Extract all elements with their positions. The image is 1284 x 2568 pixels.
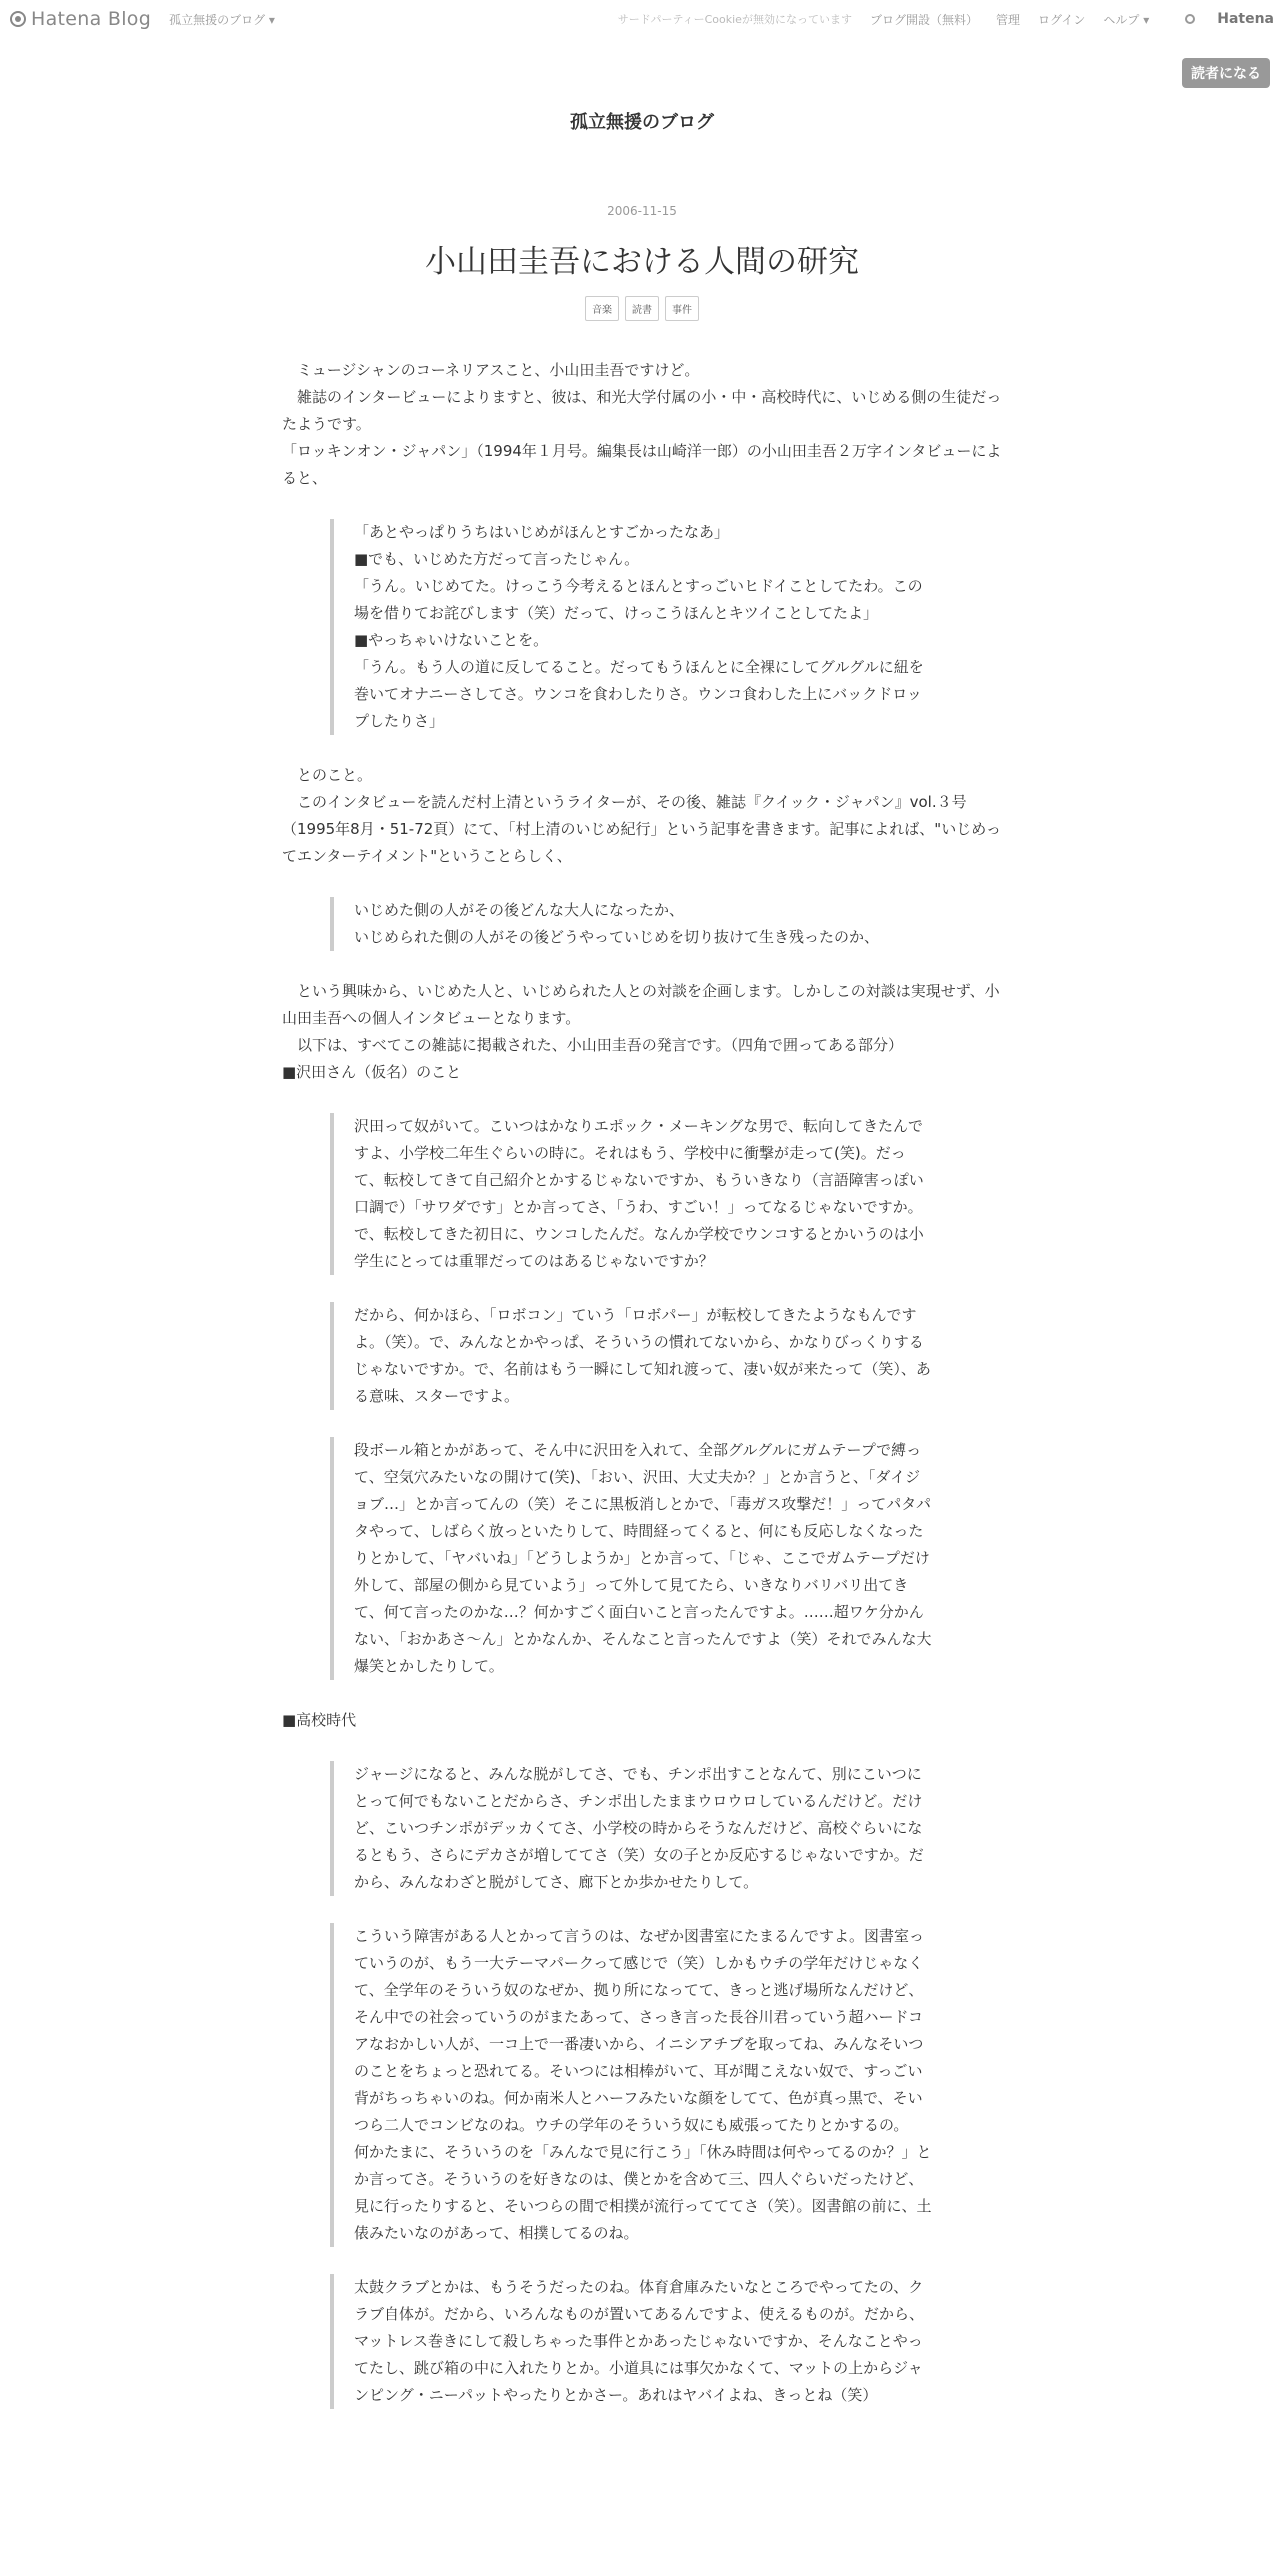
paragraph: 以下は、すべてこの雑誌に掲載された、小山田圭吾の発言です。（四角で囲ってある部分） [282,1036,904,1054]
logo-text: Hatena Blog [31,8,152,30]
hatena-blog-logo[interactable] [10,8,151,30]
hatena-brand-link[interactable] [1167,11,1274,27]
quote-text: だから、何かほら、「ロボコン」ていう「ロボパー」が転校してきたようなもんですよ。（笑）。で、みんなとかやっぱ、そういうの慣れてないから、かなりびっくりするじゃないですか。で、名前はもう一瞬にして知れ渡って、凄い奴が来たって（笑）、ある意味、スターですよ。 [354,1306,931,1405]
global-header [0,0,1284,38]
blockquote [330,1302,934,1410]
quote-line: いじめられた側の人がその後どうやっていじめを切り抜けて生き残ったのか、 [354,928,880,946]
paragraph: ミュージシャンのコーネリアスこと、小山田圭吾ですけど。 [282,361,700,379]
category-incident[interactable]: 事件 [665,296,699,321]
quote-line: ■でも、いじめた方だって言ったじゃん。 [354,550,640,568]
blockquote [330,1761,934,1896]
quote-text: ジャージになると、みんな脱がしてさ、でも、チンポ出すことなんて、別にこいつにとって何でもないことだからさ、チンポ出したままウロウロしているんだけど。だけど、こいつチンポがデッカくてさ、小学校の時からそうなんだけど、高校ぐらいになるともう、さらにデカさが増しててさ（笑）女の子とか反応するじゃないですか。だから、みんなわざと脱がしてさ、廊下とか歩かせたりして。 [354,1765,924,1891]
entry-date[interactable]: 2006-11-15 [607,204,677,218]
quote-text: 段ボール箱とかがあって、そん中に沢田を入れて、全部グルグルにガムテープで縛って、空気穴みたいなの開けて(笑)、「おい、沢田、大丈夫か？」とか言うと、「ダイジョブ…」とか言ってんの（笑）そこに黒板消しとかで、「毒ガス攻撃だ！」ってパタパタやって、しばらく放っといたりして、時間経ってくると、何にも反応しなくなったりとかして、「ヤバいね」「どうしようか」とか言って、「じゃ、ここでガムテープだけ外して、部屋の側から見ていよう」って外して見てたら、いきなりバリバリ出てきて、何て言ったのかな…？何かすごく面白いこと言ったんですよ。……超ワケ分かんない、「おかあさ〜ん」とかなんか、そんなこと言ったんですよ（笑）それでみんな大爆笑とかしたりして。 [354,1441,932,1675]
cookie-notice[interactable]: サードパーティーCookieが無効になっています [617,13,852,26]
blockquote [330,1113,934,1275]
quote-line: 「うん。いじめてた。けっこう今考えるとほんとすっごいヒドイことしてたわ。この場を借りてお詫びします（笑）だって、けっこうほんとキツイことしてたよ」 [354,577,923,622]
login-link[interactable]: ログイン [1037,12,1086,27]
category-music[interactable]: 音楽 [585,296,619,321]
blog-menu[interactable]: 孤立無援のブログ ▾ [169,12,275,27]
entry-title[interactable]: 小山田圭吾における人間の研究 [425,244,859,280]
help-menu[interactable]: ヘルプ ▾ [1103,12,1150,27]
quote-text: 太鼓クラブとかは、もうそうだったのね。体育倉庫みたいなところでやってたの、クラブ自体が。だから、いろんなものが置いてあるんですよ、使えるものが。だから、マットレス巻きにして殺しちゃった事件とかあったじゃないですか、そんなことやってたし、跳び箱の中に入れたりとか。小道具には事欠かなくて、マットの上からジャンピング・ニーパットやったりとかさー。あれはヤバイよね、きっとね（笑） [354,2278,925,2404]
blockquote [330,1923,934,2247]
quote-line: 「うん。もう人の道に反してること。だってもうほんとに全裸にしてグルグルに紐を巻いてオナニーさしてさ。ウンコを食わしたりさ。ウンコ食わした上にバックドロップしたりさ」 [354,658,924,730]
header-right-menu [600,11,1284,28]
admin-link[interactable]: 管理 [995,12,1020,27]
blog-title[interactable]: 孤立無援のブログ [570,112,714,133]
entry-categories [0,296,1284,321]
paragraph: とのこと。 [282,766,373,784]
section-heading: ■沢田さん（仮名）のこと [282,1063,462,1081]
quote-line: 「あとやっぱりうちはいじめがほんとすごかったなあ」 [354,523,730,541]
quote-line: ■やっちゃいけないことを。 [354,631,549,649]
paragraph: このインタビューを読んだ村上清というライターが、その後、雑誌『クイック・ジャパン』vol.３号（1995年8月・51-72頁）にて、「村上清のいじめ紀行」という記事を書きます。記事によれば、"いじめってエンターテイメント"ということらしく、 [282,793,1002,865]
category-reading[interactable]: 読書 [625,296,659,321]
open-blog-link[interactable]: ブログ開設（無料） [869,12,978,27]
blockquote [330,897,934,951]
subscribe-button[interactable]: 読者になる [1182,58,1270,88]
hatena-mark-icon [1185,14,1195,24]
hatena-logo-icon [10,11,26,27]
paragraph: 雑誌のインタービューによりますと、彼は、和光大学付属の小・中・高校時代に、いじめる側の生徒だったようです。 [282,388,1002,433]
blockquote [330,1437,934,1680]
blockquote [330,519,934,735]
section-heading: ■高校時代 [282,1711,357,1729]
quote-text: 沢田って奴がいて。こいつはかなりエポック・メーキングな男で、転向してきたんですよ、小学校二年生ぐらいの時に。それはもう、学校中に衝撃が走って(笑)。だって、転校してきて自己紹介とかするじゃないですか、もういきなり（言語障害っぽい口調で）「サワダです」とか言ってさ、「うわ、すごい！」ってなるじゃないですか。で、転校してきた初日に、ウンコしたんだ。なんか学校でウンコするとかいうのは小学生にとっては重罪だってのはあるじゃないですか？ [354,1117,924,1270]
quote-text: こういう障害がある人とかって言うのは、なぜか図書室にたまるんですよ。図書室っていうのが、もう一大テーマパークって感じで（笑）しかもウチの学年だけじゃなくて、全学年のそういう奴のなぜか、拠り所になってて、きっと逃げ場所なんだけど、そん中での社会っていうのがまたあって、さっき言った長谷川君っていう超ハードコアなおかしい人が、一コ上で一番凄いから、イニシアチブを取ってね、みんなそいつのことをちょっと恐れてる。そいつには相棒がいて、耳が聞こえない奴で、すっごい背がちっちゃいのね。何か南米人とハーフみたいな顔をしてて、色が真っ黒で、そいつら二人でコンビなのね。ウチの学年のそういう奴にも威張ってたりとかするの。 [354,1927,925,2134]
brand-text: Hatena [1217,11,1274,27]
entry-content [282,357,1006,2409]
paragraph: 「ロッキンオン・ジャパン」（1994年１月号。編集長は山崎洋一郎）の小山田圭吾２万字インタビューによると、 [282,442,1002,487]
quote-text: 何かたまに、そういうのを「みんなで見に行こう」「休み時間は何やってるのか？」とか言ってさ。そういうのを好きなのは、僕とかを含めて三、四人ぐらいだったけど、見に行ったりすると、そいつらの間で相撲が流行ってててさ（笑）。図書館の前に、土俵みたいなのがあって、相撲してるのね。 [354,2143,932,2242]
paragraph: という興味から、いじめた人と、いじめられた人との対談を企画します。しかしこの対談は実現せず、小山田圭吾への個人インタビューとなります。 [282,982,1000,1027]
quote-line: いじめた側の人がその後どんな大人になったか、 [354,901,685,919]
blockquote [330,2274,934,2409]
